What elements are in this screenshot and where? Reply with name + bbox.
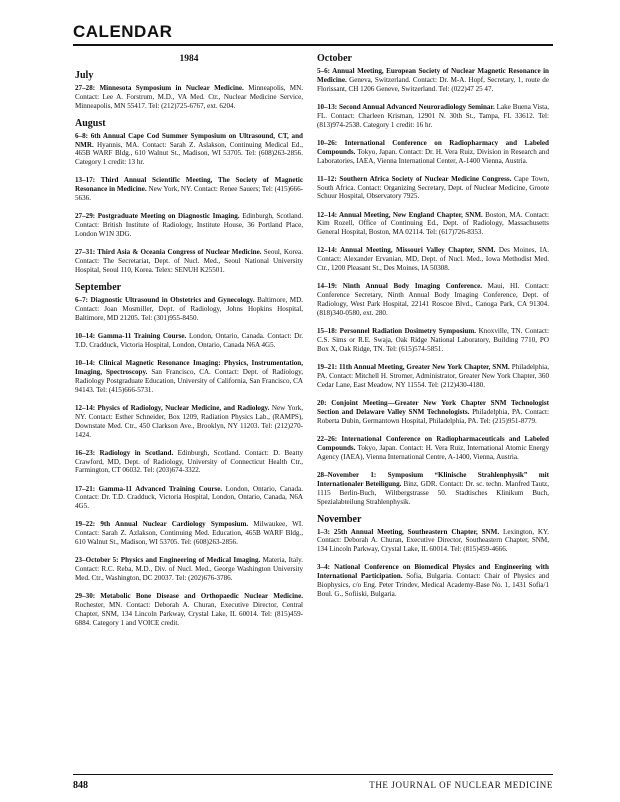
entry-details: Hyannis, MA. Contact: Sarah Z. Aslakson, Continuing Medical Ed., 465B WARF Bldg., 610 Walnut St., Madison, WI 53705. Tel: (608)263-2856. Category 1 credit: 13 hr. — [75, 140, 303, 167]
entry-title: 15–18: Personnel Radiation Dosimetry Symposium. — [317, 327, 477, 336]
month-heading: August — [75, 117, 106, 129]
entry-title: 17–21: Gamma-11 Advanced Training Course. — [75, 484, 223, 493]
entry-title: 5–6: Annual Meeting, European Society of Nuclear Magnetic Resonance in Medicine. — [317, 66, 549, 84]
calendar-entry — [75, 520, 303, 547]
entry-details: Maui, HI. Contact: Conference Secretary, Ninth Annual Body Imaging Conference, Dept. of Radiology, West Park Hospital, 22141 Roscoe Blvd., Canoga Park, CA 91304. (818)340-0580, ext. 280. — [317, 282, 549, 318]
calendar-entry — [75, 556, 303, 583]
entry-details: Cape Town, South Africa. Contact: Organizing Secretary, Dept. of Nuclear Medicine, Groote Schuur Hospital, Observatory 7925. — [317, 174, 549, 201]
calendar-entry — [75, 404, 303, 440]
entry-details: Des Moines, IA. Contact: Alexander Ervanian, MD, Dept. of Nucl. Med., Iowa Methodist Med. Ctr., 1200 Pleasant St., Des Moines, IA 50308. — [317, 246, 549, 273]
entry-details: Edinburgh, Scotland. Contact: D. Beatty Crawford, MD, Dept. of Radiology, University of Connecticut Health Ctr., Farmington, CT 06032. Tel: (203)674-3322. — [75, 448, 304, 475]
calendar-entry — [317, 471, 549, 507]
month-heading: July — [75, 69, 94, 81]
entry-title: 14–19: Ninth Annual Body Imaging Conference. — [317, 282, 483, 291]
entry-title: 11–12: Southern Africa Society of Nuclear Medicine Congress. — [317, 174, 512, 183]
entry-details: Materia, Italy. Contact: R.C. Reba, M.D., Div. of Nucl. Med., George Washington University Med. Ctr., Washington, DC 20037. Tel: (202)676-3786. — [75, 556, 303, 583]
calendar-entry — [317, 67, 549, 94]
entry-title: 12–14: Annual Meeting, New England Chapter, SNM. — [317, 210, 483, 219]
calendar-entry — [75, 296, 303, 323]
month-heading: November — [317, 513, 362, 525]
month-heading: September — [75, 282, 122, 294]
entry-title: 10–26: International Conference on Radiopharmacy and Labeled Compounds. — [317, 138, 549, 156]
calendar-entry — [317, 399, 549, 426]
entry-details: London, Ontario, Canada. Contact: Dr. T.D. Cradduck, Victoria Hospital, London, Ontario, Canada N6A 4G5. — [75, 331, 303, 349]
entry-details: Edinburgh, Scotland. Contact: British Institute of Radiology, Institute House, 36 Portland Place, London W1N 3DG. — [75, 212, 303, 239]
calendar-entry — [317, 327, 549, 354]
entry-details: Rochester, MN. Contact: Deborah A. Churan, Executive Director, Central Chapter, SNM, 134 Lincoln Parkway, Crystal Lake, IL 60014. Tel: (815)459-6884. Category 1 and VOICE credit. — [75, 601, 303, 627]
calendar-entry — [75, 359, 303, 395]
entry-title: 19–21: 11th Annual Meeting, Greater New York Chapter, SNM. — [317, 363, 510, 372]
journal-name: THE JOURNAL OF NUCLEAR MEDICINE — [369, 780, 553, 790]
entry-title: 27–31: Third Asia & Oceania Congress of Nuclear Medicine. — [75, 248, 262, 257]
calendar-entry — [317, 103, 549, 130]
entry-details: Tokyo, Japan. Contact: Dr. H. Vera Ruiz, Division in Research and Laboratories, IAEA, Vienna International Center, A-1400 Vienna, Austria. — [317, 147, 549, 165]
calendar-entry — [317, 175, 549, 202]
calendar-entry — [317, 282, 549, 318]
calendar-entry — [75, 132, 303, 168]
year-heading: 1984 — [179, 54, 199, 64]
entry-details: Knoxville, TN. Contact: C.S. Sims or R.E. Swaja, Oak Ridge National Laboratory, Building 7710, PO Box X, Oak Ridge, TN. Tel: (615)574-5851. — [317, 327, 549, 353]
calendar-entry — [75, 212, 303, 239]
calendar-entry — [317, 363, 549, 390]
entry-title: 27–29: Postgraduate Meeting on Diagnostic Imaging. — [75, 212, 240, 221]
calendar-entry — [75, 485, 303, 512]
calendar-entry — [317, 435, 549, 462]
calendar-entry — [317, 246, 549, 273]
page-footer — [73, 774, 553, 791]
calendar-entry — [75, 592, 303, 628]
entry-title: 28–November 1: Symposium “Klinische Strahlenphysik” mit Internationaler Beteiligung. — [317, 470, 549, 488]
entry-title: 1–3: 25th Annual Meeting, Southeastern Chapter, SNM. — [317, 527, 500, 536]
entry-title: 22–26: International Conference on Radiopharmaceuticals and Labeled Compounds. — [317, 434, 549, 452]
entry-title: 12–14: Physics of Radiology, Nuclear Medicine, and Radiology. — [75, 403, 270, 412]
entry-title: 20: Conjoint Meeting—Greater New York Chapter SNM Technologist Section and Delaware Valley SNM Technologists. — [317, 398, 549, 416]
entry-details: New York, NY. Contact: Esther Schneider, Box 1209, Radiation Physics Lab., (RAMPS), Downstate Med. Ctr., 450 Clarkson Ave., Brooklyn, NY 11203. Tel: (212)270-1424. — [75, 403, 303, 439]
page-title: CALENDAR — [73, 22, 173, 41]
entry-title: 29–30: Metabolic Bone Disease and Orthopaedic Nuclear Medicine. — [75, 592, 303, 601]
right-column — [317, 55, 549, 608]
entry-details: Baltimore, MD. Contact: Joan Mosmiller, Dept. of Radiology, Johns Hopkins Hospital, Baltimore, MD 21205. Tel: (301)955-8450. — [75, 296, 303, 322]
left-column — [75, 55, 303, 637]
calendar-entry — [317, 528, 549, 555]
entry-details: Minneapolis, MN. Contact: Lee A. Forstrum, M.D., VA Med. Ctr., Nuclear Medicine Service, Minneapolis, MN 55417. Tel: (212)725-6767, ext. 6204. — [75, 83, 303, 110]
entry-details: Milwaukee, WI. Contact: Sarah Z. Azlakson, Continuing Med. Education, 465B WARF Bldg., 610 Walnut St., Madison, WI 53705. Tel: (608)263-2856. — [75, 520, 304, 547]
entry-details: Tokyo, Japan. Contact: H. Vera Ruiz, International Atomic Energy Agency (IAEA), Vienna International Centre, A-1400, Vienna, Austria. — [317, 443, 549, 461]
calendar-entry — [75, 84, 303, 111]
entry-details: Seoul, Korea. Contact: The Secretariat, Dept. of Nucl. Med., Seoul National University Hospital, Seoul 110, Korea. Telex: SENUH K25501. — [75, 248, 303, 275]
entry-title: 10–14: Clinical Magnetic Resonance Imaging: Physics, Instrumentation, Imaging, Spectroscopy. — [75, 358, 303, 376]
calendar-entry — [317, 563, 549, 599]
page-header — [73, 22, 553, 46]
entry-details: Sofia, Bulgaria. Contact: Chair of Physics and Biophysics, c/o Eng. Peter Trindev, Medical Academy-Base No. 1, 1431 Sofia/1 Boul. G., Sofiiski, Bulgaria. — [317, 572, 549, 599]
entry-title: 23–October 5: Physics and Engineering of Medical Imaging. — [75, 556, 261, 565]
entry-title: 27–28: Minnesota Symposium in Nuclear Medicine. — [75, 83, 244, 92]
entry-details: New York, NY. Contact: Renee Sauers; Tel: (415)666-5636. — [75, 185, 304, 203]
entry-details: Binz, GDR. Contact: Dr. sc. techn. Manfred Tautz, 1115 Berlin-Buch, Wiltbergstrasse 50. Stadtisches Klinikum Buch, Spezialabteilung Strahlenphysik. — [317, 479, 549, 506]
entry-title: 6–7: Diagnostic Ultrasound in Obstetrics and Gynecology. — [75, 296, 255, 305]
entry-details: San Francisco, CA. Contact: Dept. of Radiology, Radiology Postgraduate Education, University of California, San Francisco, CA 94143. Tel: (415)666-5731. — [75, 367, 303, 394]
entry-details: Lake Buena Vista, FL. Contact: Charleen Krisman, 12901 N. 30th St., Tampa, FL 33612. Tel: (813)974-2538. Category 1 credit: 16 hr. — [317, 102, 549, 129]
entry-title: 19–22: 9th Annual Nuclear Cardiology Symposium. — [75, 520, 249, 529]
month-heading: October — [317, 53, 352, 64]
entry-title: 6–8: 6th Annual Cape Cod Summer Symposium on Ultrasound, CT, and NMR. — [75, 131, 303, 149]
entry-title: 12–14: Annual Meeting, Missouri Valley Chapter, SNM. — [317, 246, 496, 255]
entry-details: London, Ontario, Canada. Contact: Dr. T.D. Cradduck, Victoria Hospital, London, Ontario, Canada, N6A 4G5. — [75, 484, 303, 511]
entry-details: Lexington, KY. Contact: Deborah A. Churan, Executive Director, Southeastern Chapter, SNM, 134 Lincoln Parkway, Crystal Lake, IL 60014. Tel: (815)459-4666. — [317, 527, 549, 554]
entry-title: 10–14: Gamma-11 Training Course. — [75, 331, 187, 340]
entry-title: 10–13: Second Annual Advanced Neuroradiology Seminar. — [317, 102, 495, 111]
entry-details: Philadelphia, PA. Contact: Roberta Dubin, Germantown Hospital, Philadelphia, PA. Tel: (215)951-8779. — [317, 407, 550, 425]
calendar-entry — [75, 449, 303, 476]
calendar-entry — [75, 248, 303, 275]
calendar-entry — [317, 211, 549, 238]
calendar-entry — [317, 139, 549, 166]
entry-title: 13–17: Third Annual Scientific Meeting, The Society of Magnetic Resonance in Medicine. — [75, 176, 303, 194]
calendar-entry — [75, 176, 303, 203]
entry-details: Boston, MA. Contact: Kim Rozell, Office of Continuing Ed., Dept. of Radiology, Massachusetts General Hospital, Boston, MA 02114. Tel: (617)726-8353. — [317, 210, 549, 237]
entry-details: Geneva, Switzerland. Contact: Dr. M-A. Hopf, Secretary, 1, route de Florissant, CH 1206 Geneve, Switzerland. Tel: (022)47 25 47. — [317, 75, 549, 93]
entry-details: Philadelphia, PA. Contact: Mitchell H. Stromer, Administrator, Greater New York Chapter, 360 Cedar Lane, East Meadow, NY 11554. Tel: (212)430-4180. — [317, 363, 549, 389]
entry-title: 3–4: National Conference on Biomedical Physics and Engineering with International Participation. — [317, 563, 549, 581]
calendar-entry — [75, 332, 303, 350]
entry-title: 16–23: Radiology in Scotland. — [75, 448, 174, 457]
page-number: 848 — [73, 780, 88, 791]
